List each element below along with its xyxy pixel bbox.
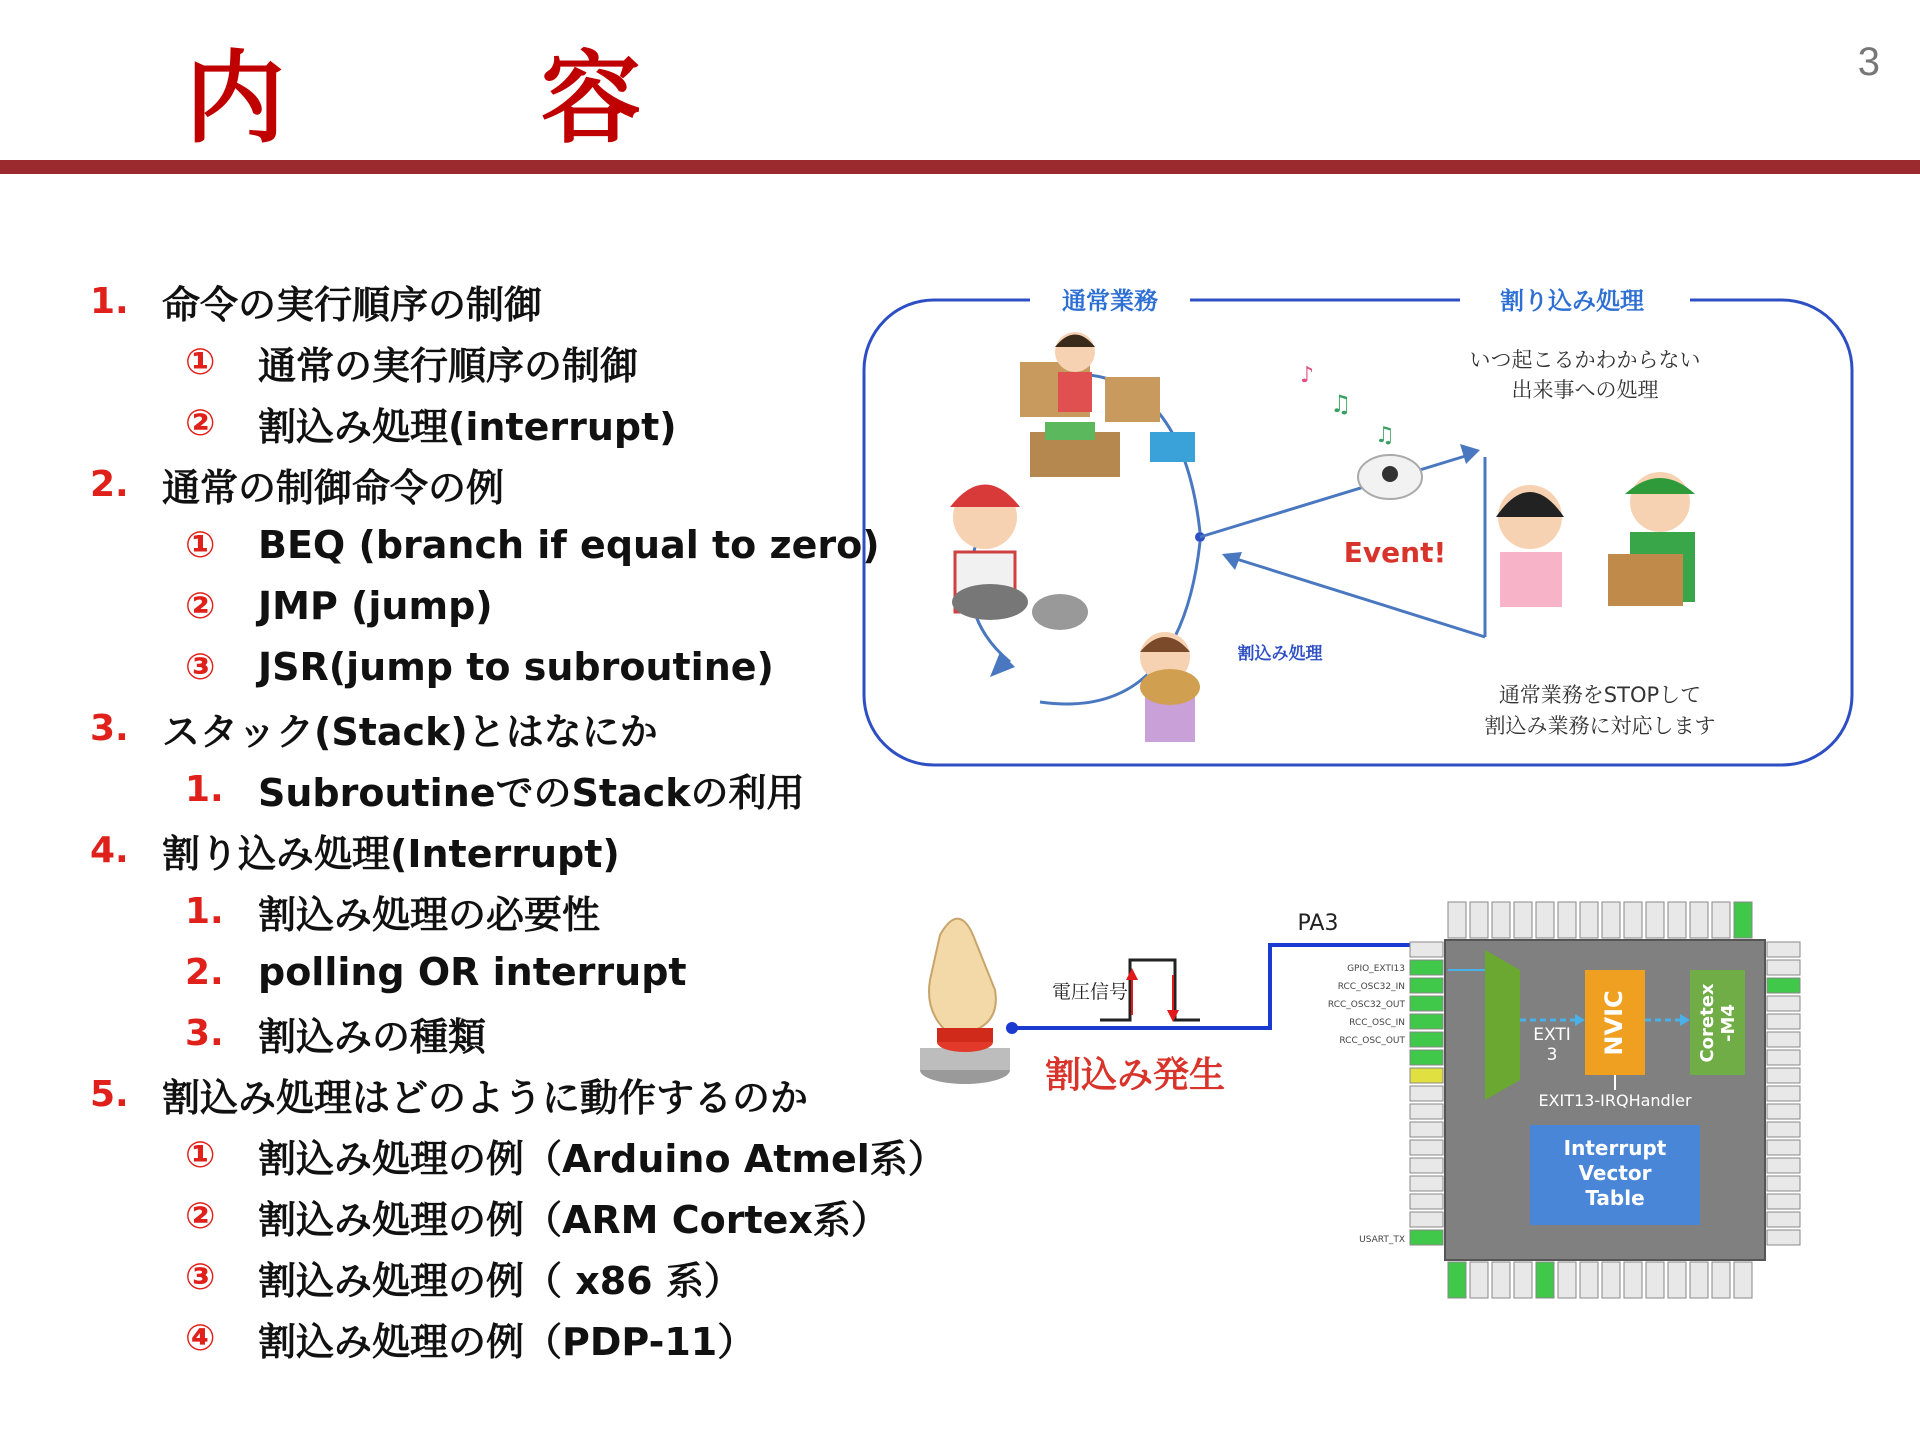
outline-text: BEQ (branch if equal to zero) [258, 523, 880, 567]
push-button-illustration [920, 919, 1010, 1084]
interrupt-concept-diagram [860, 282, 1860, 772]
chip-pins-top [1448, 902, 1752, 938]
svg-text:♪: ♪ [1300, 363, 1315, 388]
pin-label-rcc-osc32-out: RCC_OSC32_OUT [1327, 1000, 1405, 1010]
pin-label-rcc-osc-out: RCC_OSC_OUT [1339, 1036, 1405, 1046]
outline-text: JMP (jump) [258, 584, 493, 628]
outline-section [0, 825, 910, 875]
ivt-label-line3: Table [1585, 1186, 1645, 1210]
outline-section [0, 276, 910, 326]
event-arrow-up [1200, 454, 1472, 537]
stop-text-line2: 割込み業務に対応します [1484, 714, 1716, 738]
outline-number: ④ [185, 1317, 216, 1359]
pin-label-rcc-osc32-in: RCC_OSC32_IN [1337, 982, 1405, 992]
outline-number: ③ [185, 646, 216, 688]
cook-illustration [950, 485, 1088, 631]
pin-label-gpio-exti13: GPIO_EXTI13 [1347, 964, 1405, 974]
outline-text: 命令の実行順序の制御 [162, 282, 543, 327]
pin-label-usart-tx: USART_TX [1359, 1235, 1405, 1245]
outline-text: 割込み処理(interrupt) [258, 404, 677, 449]
outline-text: 通常の実行順序の制御 [258, 343, 639, 388]
page-number: 3 [1857, 40, 1880, 84]
music-note-icon: ♫ [1330, 390, 1352, 418]
outline-number: 4. [90, 829, 129, 871]
workflow-arrowhead [990, 652, 1015, 677]
outline-text: 割込み処理はどのように動作するのか [162, 1075, 809, 1120]
interrupt-processing-label: 割り込み処理 [1500, 287, 1644, 315]
outline-subitem [0, 1191, 910, 1241]
outline-text: 割込み処理の例（ARM Cortex系） [258, 1197, 889, 1242]
outline-section [0, 703, 910, 753]
busy-person-illustration [1140, 632, 1200, 742]
outline-subitem [0, 520, 910, 570]
outline-number: ② [185, 1195, 216, 1237]
outline-text: 通常の制御命令の例 [162, 465, 505, 510]
interrupt-small-label: 割込み処理 [1237, 644, 1323, 664]
title-underline [0, 160, 1920, 174]
receiver-illustration [1496, 485, 1564, 607]
outline-subitem [0, 642, 910, 692]
outline-number: 1. [185, 890, 224, 932]
outline-text: polling OR interrupt [258, 950, 687, 994]
outline-text: 割込みの種類 [258, 1014, 487, 1059]
exti-block [1485, 950, 1520, 1100]
outline-number: ① [185, 524, 216, 566]
exti-label-line1: EXTI [1533, 1025, 1571, 1045]
outline-number: 5. [90, 1073, 129, 1115]
pin-label-rcc-osc-in: RCC_OSC_IN [1349, 1018, 1405, 1028]
outline-text: SubroutineでのStackの利用 [258, 770, 805, 815]
voltage-signal-label: 電圧信号 [1052, 981, 1129, 1003]
unpredictable-text-line1: いつ起こるかわからない [1469, 348, 1701, 372]
core-label-line1: Coretex [1697, 983, 1718, 1063]
normal-work-label: 通常業務 [1062, 287, 1158, 315]
stop-text-line1: 通常業務をSTOPして [1498, 683, 1702, 707]
outline-subitem [0, 886, 910, 936]
outline-subitem [0, 398, 910, 448]
outline-text: 割込み処理の必要性 [258, 892, 601, 937]
outline-text: 割り込み処理(Interrupt) [162, 831, 620, 876]
outline-number: ③ [185, 1256, 216, 1298]
outline-text: 割込み処理の例（Arduino Atmel系） [258, 1136, 946, 1181]
outline-section [0, 459, 910, 509]
outline-subitem [0, 1252, 910, 1302]
chip-pins-bottom [1448, 1262, 1752, 1298]
handler-label: EXIT13-IRQHandler [1538, 1091, 1692, 1110]
outline-text: 割込み処理の例（ x86 系） [258, 1258, 742, 1303]
outline-number: ② [185, 402, 216, 444]
outline-number: 3. [185, 1012, 224, 1054]
nvic-label: NVIC [1600, 990, 1628, 1056]
svg-text:♫: ♫ [1375, 423, 1395, 448]
outline-number: 1. [90, 280, 129, 322]
nvic-hardware-diagram [900, 880, 1830, 1300]
pa3-label: PA3 [1297, 911, 1339, 936]
outline-subitem [0, 581, 910, 631]
outline-subitem [0, 337, 910, 387]
outline-subitem [0, 1130, 946, 1181]
exti-label-line2: 3 [1546, 1045, 1558, 1065]
outline-number: ① [185, 341, 216, 383]
outline-text: 割込み処理の例（PDP-11） [258, 1319, 756, 1364]
unpredictable-text-line2: 出来事への処理 [1511, 378, 1659, 402]
worker-boxes-illustration [1020, 332, 1195, 477]
slide-title: 内 容 [185, 40, 719, 157]
outline-number: 3. [90, 707, 129, 749]
event-label: Event! [1343, 536, 1447, 569]
outline-number: 1. [185, 768, 224, 810]
return-arrow [1230, 557, 1485, 637]
outline-text: JSR(jump to subroutine) [258, 645, 774, 689]
core-label-line2: -M4 [1718, 1004, 1739, 1042]
outline-number: 2. [90, 463, 129, 505]
outline-text: スタック(Stack)とはなにか [162, 709, 658, 754]
outline-subitem [0, 764, 910, 814]
outline-number: ① [185, 1134, 216, 1176]
outline-number: 2. [185, 951, 224, 993]
ivt-label-line1: Interrupt [1563, 1136, 1667, 1160]
outline-section [0, 1069, 910, 1119]
ivt-label-line2: Vector [1578, 1161, 1652, 1185]
outline-subitem [0, 947, 910, 997]
chip-pins-right [1767, 942, 1800, 1245]
interrupt-occurs-label: 割込み発生 [1044, 1055, 1226, 1096]
outline-subitem [0, 1008, 910, 1058]
outline-number: ② [185, 585, 216, 627]
delivery-person-illustration [1608, 472, 1695, 606]
outline-subitem [0, 1313, 910, 1363]
chip-pins-left [1410, 942, 1443, 1245]
